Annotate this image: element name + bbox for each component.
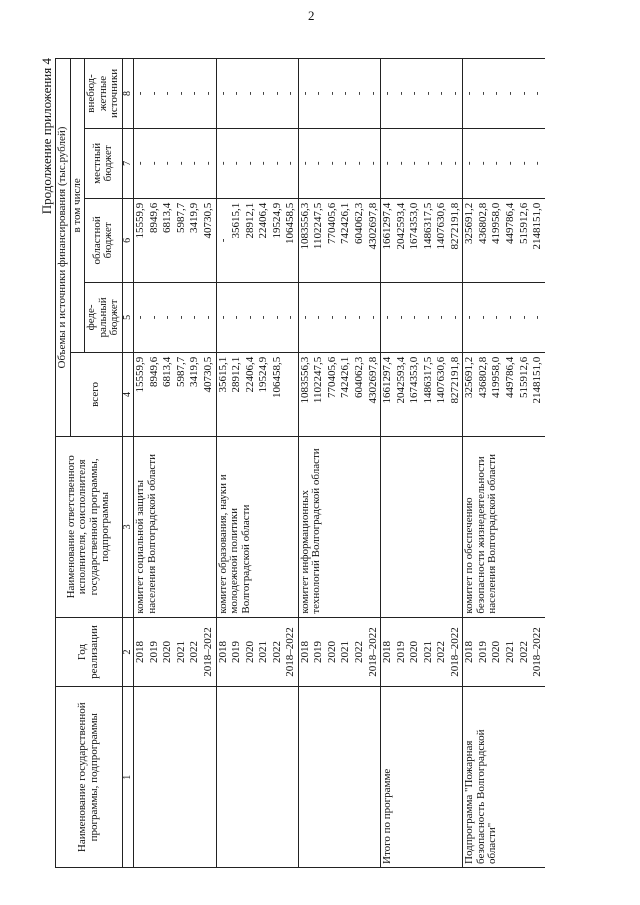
regional-cell: 35615,1 <box>230 198 244 282</box>
total-cell: 28912,1 <box>230 352 244 436</box>
local-cell: - <box>216 128 230 198</box>
col-index: 4 <box>122 352 134 436</box>
local-cell: - <box>271 128 285 198</box>
header-volumes: Объемы и источники финансирования (тыс.рублей) <box>56 59 71 437</box>
total-cell: 35615,1 <box>216 352 230 436</box>
offbudget-cell: - <box>134 59 148 129</box>
total-cell: 6813,4 <box>161 352 175 436</box>
local-cell: - <box>367 128 381 198</box>
regional-cell: 8272191,8 <box>449 198 463 282</box>
year-cell: 2021 <box>504 617 518 687</box>
federal-cell: - <box>367 282 381 352</box>
year-cell: 2018 <box>381 617 395 687</box>
regional-cell: 15559,9 <box>134 198 148 282</box>
year-cell: 2018–2022 <box>449 617 463 687</box>
table-row <box>216 59 230 868</box>
year-cell: 2021 <box>175 617 189 687</box>
local-cell: - <box>298 128 312 198</box>
total-cell: 2148151,0 <box>531 352 545 436</box>
federal-cell: - <box>188 282 202 352</box>
table-row <box>463 59 477 868</box>
local-cell: - <box>339 128 353 198</box>
header-year: Год реализации <box>56 617 123 687</box>
year-cell: 2020 <box>490 617 504 687</box>
total-cell: 106458,5 <box>271 352 285 436</box>
appendix-title: Продолжение приложения 4 <box>39 58 54 215</box>
local-cell: - <box>326 128 340 198</box>
year-cell: 2018–2022 <box>367 617 381 687</box>
year-cell: 2019 <box>395 617 409 687</box>
local-cell: - <box>504 128 518 198</box>
total-cell: 1674353,0 <box>408 352 422 436</box>
local-cell: - <box>148 128 162 198</box>
col-index: 3 <box>122 437 134 618</box>
regional-cell: 1407630,6 <box>435 198 449 282</box>
offbudget-cell: - <box>244 59 258 129</box>
total-cell: 19524,9 <box>257 352 271 436</box>
header-local: местный бюджет <box>85 128 123 198</box>
federal-cell: - <box>339 282 353 352</box>
program-name <box>298 687 380 868</box>
offbudget-cell: - <box>449 59 463 129</box>
federal-cell: - <box>202 282 216 352</box>
total-cell: 3419,9 <box>188 352 202 436</box>
local-cell: - <box>477 128 491 198</box>
total-cell: 1083556,3 <box>298 352 312 436</box>
regional-cell: 742426,1 <box>339 198 353 282</box>
total-cell: 1407630,6 <box>435 352 449 436</box>
offbudget-cell: - <box>531 59 545 129</box>
table-row <box>298 59 312 868</box>
col-index: 5 <box>122 282 134 352</box>
federal-cell: - <box>298 282 312 352</box>
year-cell: 2021 <box>257 617 271 687</box>
federal-cell: - <box>284 282 298 352</box>
year-cell: 2020 <box>244 617 258 687</box>
offbudget-cell: - <box>326 59 340 129</box>
executor-name: комитет образования, науки и молодежной политики Волгоградской области <box>216 437 298 618</box>
federal-cell: - <box>463 282 477 352</box>
local-cell: - <box>422 128 436 198</box>
regional-cell: 6813,4 <box>161 198 175 282</box>
offbudget-cell: - <box>257 59 271 129</box>
total-cell: 515912,6 <box>518 352 532 436</box>
offbudget-cell: - <box>148 59 162 129</box>
header-federal: феде-ральный бюджет <box>85 282 123 352</box>
header-program: Наименование государственной программы, подпрограммы <box>56 687 123 868</box>
program-name <box>216 687 298 868</box>
federal-cell: - <box>271 282 285 352</box>
year-cell: 2018 <box>298 617 312 687</box>
year-cell: 2022 <box>353 617 367 687</box>
federal-cell: - <box>175 282 189 352</box>
local-cell: - <box>284 128 298 198</box>
regional-cell: 19524,9 <box>271 198 285 282</box>
total-cell: 742426,1 <box>339 352 353 436</box>
regional-cell: 106458,5 <box>284 198 298 282</box>
table-row <box>134 59 148 868</box>
total-cell: 1486317,5 <box>422 352 436 436</box>
offbudget-cell: - <box>298 59 312 129</box>
table-body <box>134 59 545 868</box>
total-cell: 436802,8 <box>477 352 491 436</box>
local-cell: - <box>463 128 477 198</box>
offbudget-cell: - <box>216 59 230 129</box>
local-cell: - <box>175 128 189 198</box>
col-index: 8 <box>122 59 134 129</box>
local-cell: - <box>312 128 326 198</box>
federal-cell: - <box>161 282 175 352</box>
year-cell: 2021 <box>422 617 436 687</box>
local-cell: - <box>408 128 422 198</box>
offbudget-cell: - <box>408 59 422 129</box>
federal-cell: - <box>353 282 367 352</box>
year-cell: 2022 <box>271 617 285 687</box>
local-cell: - <box>449 128 463 198</box>
financing-table <box>55 58 545 868</box>
regional-cell: 515912,6 <box>518 198 532 282</box>
offbudget-cell: - <box>188 59 202 129</box>
year-cell: 2019 <box>148 617 162 687</box>
col-index: 2 <box>122 617 134 687</box>
local-cell: - <box>395 128 409 198</box>
regional-cell: 40730,5 <box>202 198 216 282</box>
year-cell: 2018–2022 <box>202 617 216 687</box>
regional-cell: 1486317,5 <box>422 198 436 282</box>
header-total: всего <box>70 352 122 436</box>
offbudget-cell: - <box>353 59 367 129</box>
regional-cell: 2148151,0 <box>531 198 545 282</box>
federal-cell: - <box>148 282 162 352</box>
regional-cell: 770405,6 <box>326 198 340 282</box>
offbudget-cell: - <box>477 59 491 129</box>
local-cell: - <box>257 128 271 198</box>
offbudget-cell: - <box>395 59 409 129</box>
offbudget-cell: - <box>230 59 244 129</box>
executor-name: комитет по обеспечению безопасности жизнедеятельности населения Волгоградской области <box>463 437 545 618</box>
col-index: 1 <box>122 687 134 868</box>
program-name <box>134 687 216 868</box>
federal-cell: - <box>381 282 395 352</box>
year-cell: 2019 <box>230 617 244 687</box>
offbudget-cell: - <box>284 59 298 129</box>
total-cell: 1661297,4 <box>381 352 395 436</box>
total-cell <box>284 352 298 436</box>
offbudget-cell: - <box>422 59 436 129</box>
local-cell: - <box>134 128 148 198</box>
federal-cell: - <box>244 282 258 352</box>
offbudget-cell: - <box>271 59 285 129</box>
regional-cell: 1083556,3 <box>298 198 312 282</box>
regional-cell: 3419,9 <box>188 198 202 282</box>
col-index: 7 <box>122 128 134 198</box>
federal-cell: - <box>422 282 436 352</box>
total-cell: 1102247,5 <box>312 352 326 436</box>
total-cell: 770405,6 <box>326 352 340 436</box>
offbudget-cell: - <box>339 59 353 129</box>
federal-cell: - <box>230 282 244 352</box>
header-executor: Наименование ответственного исполнителя, соисполнителя государственной программы, подпрограммы <box>56 437 123 618</box>
regional-cell: 419958,0 <box>490 198 504 282</box>
local-cell: - <box>531 128 545 198</box>
offbudget-cell: - <box>202 59 216 129</box>
executor-name: комитет социальной защиты населения Волгоградской области <box>134 437 216 618</box>
federal-cell: - <box>257 282 271 352</box>
offbudget-cell: - <box>435 59 449 129</box>
year-cell: 2022 <box>518 617 532 687</box>
offbudget-cell: - <box>504 59 518 129</box>
column-index-row <box>122 59 134 868</box>
year-cell: 2021 <box>339 617 353 687</box>
year-cell: 2022 <box>188 617 202 687</box>
local-cell: - <box>230 128 244 198</box>
year-cell: 2018–2022 <box>531 617 545 687</box>
offbudget-cell: - <box>175 59 189 129</box>
total-cell: 5987,7 <box>175 352 189 436</box>
program-name: Итого по программе <box>381 687 463 868</box>
year-cell: 2020 <box>161 617 175 687</box>
local-cell: - <box>518 128 532 198</box>
page-number: 2 <box>308 8 315 23</box>
year-cell: 2020 <box>326 617 340 687</box>
total-cell: 2042593,4 <box>395 352 409 436</box>
regional-cell: 8949,6 <box>148 198 162 282</box>
year-cell: 2022 <box>435 617 449 687</box>
local-cell: - <box>490 128 504 198</box>
year-cell: 2020 <box>408 617 422 687</box>
federal-cell: - <box>504 282 518 352</box>
federal-cell: - <box>490 282 504 352</box>
federal-cell: - <box>435 282 449 352</box>
regional-cell: 436802,8 <box>477 198 491 282</box>
federal-cell: - <box>531 282 545 352</box>
total-cell: 22406,4 <box>244 352 258 436</box>
federal-cell: - <box>216 282 230 352</box>
federal-cell: - <box>134 282 148 352</box>
local-cell: - <box>435 128 449 198</box>
federal-cell: - <box>449 282 463 352</box>
regional-cell: 1674353,0 <box>408 198 422 282</box>
regional-cell: 604062,3 <box>353 198 367 282</box>
total-cell: 325691,2 <box>463 352 477 436</box>
federal-cell: - <box>395 282 409 352</box>
total-cell: 4302697,8 <box>367 352 381 436</box>
federal-cell: - <box>477 282 491 352</box>
program-name: Подпрограмма "Пожарная безопасность Волгоградской области" <box>463 687 545 868</box>
rotated-table-page <box>39 58 595 868</box>
total-cell: 604062,3 <box>353 352 367 436</box>
local-cell: - <box>381 128 395 198</box>
header-offbudget: внебюд-жетные источники <box>85 59 123 129</box>
offbudget-cell: - <box>490 59 504 129</box>
total-cell: 419958,0 <box>490 352 504 436</box>
offbudget-cell: - <box>463 59 477 129</box>
executor-name: комитет информационных технологий Волгоградской области <box>298 437 380 618</box>
local-cell: - <box>202 128 216 198</box>
year-cell: 2018 <box>463 617 477 687</box>
table-row <box>381 59 395 868</box>
regional-cell: - <box>216 198 230 282</box>
total-cell: 8949,6 <box>148 352 162 436</box>
federal-cell: - <box>518 282 532 352</box>
year-cell: 2018 <box>134 617 148 687</box>
year-cell: 2019 <box>312 617 326 687</box>
header-including: в том числе <box>70 59 85 353</box>
regional-cell: 28912,1 <box>244 198 258 282</box>
total-cell: 40730,5 <box>202 352 216 436</box>
federal-cell: - <box>408 282 422 352</box>
regional-cell: 1661297,4 <box>381 198 395 282</box>
regional-cell: 1102247,5 <box>312 198 326 282</box>
local-cell: - <box>353 128 367 198</box>
offbudget-cell: - <box>161 59 175 129</box>
year-cell: 2018 <box>216 617 230 687</box>
total-cell: 15559,9 <box>134 352 148 436</box>
executor-name <box>381 437 463 618</box>
offbudget-cell: - <box>381 59 395 129</box>
offbudget-cell: - <box>518 59 532 129</box>
regional-cell: 2042593,4 <box>395 198 409 282</box>
regional-cell: 5987,7 <box>175 198 189 282</box>
regional-cell: 325691,2 <box>463 198 477 282</box>
local-cell: - <box>188 128 202 198</box>
federal-cell: - <box>312 282 326 352</box>
total-cell: 449786,4 <box>504 352 518 436</box>
header-regional: областной бюджет <box>85 198 123 282</box>
local-cell: - <box>244 128 258 198</box>
federal-cell: - <box>326 282 340 352</box>
col-index: 6 <box>122 198 134 282</box>
year-cell: 2018–2022 <box>284 617 298 687</box>
year-cell: 2019 <box>477 617 491 687</box>
offbudget-cell: - <box>312 59 326 129</box>
regional-cell: 22406,4 <box>257 198 271 282</box>
regional-cell: 449786,4 <box>504 198 518 282</box>
total-cell: 8272191,8 <box>449 352 463 436</box>
local-cell: - <box>161 128 175 198</box>
regional-cell: 4302697,8 <box>367 198 381 282</box>
offbudget-cell: - <box>367 59 381 129</box>
